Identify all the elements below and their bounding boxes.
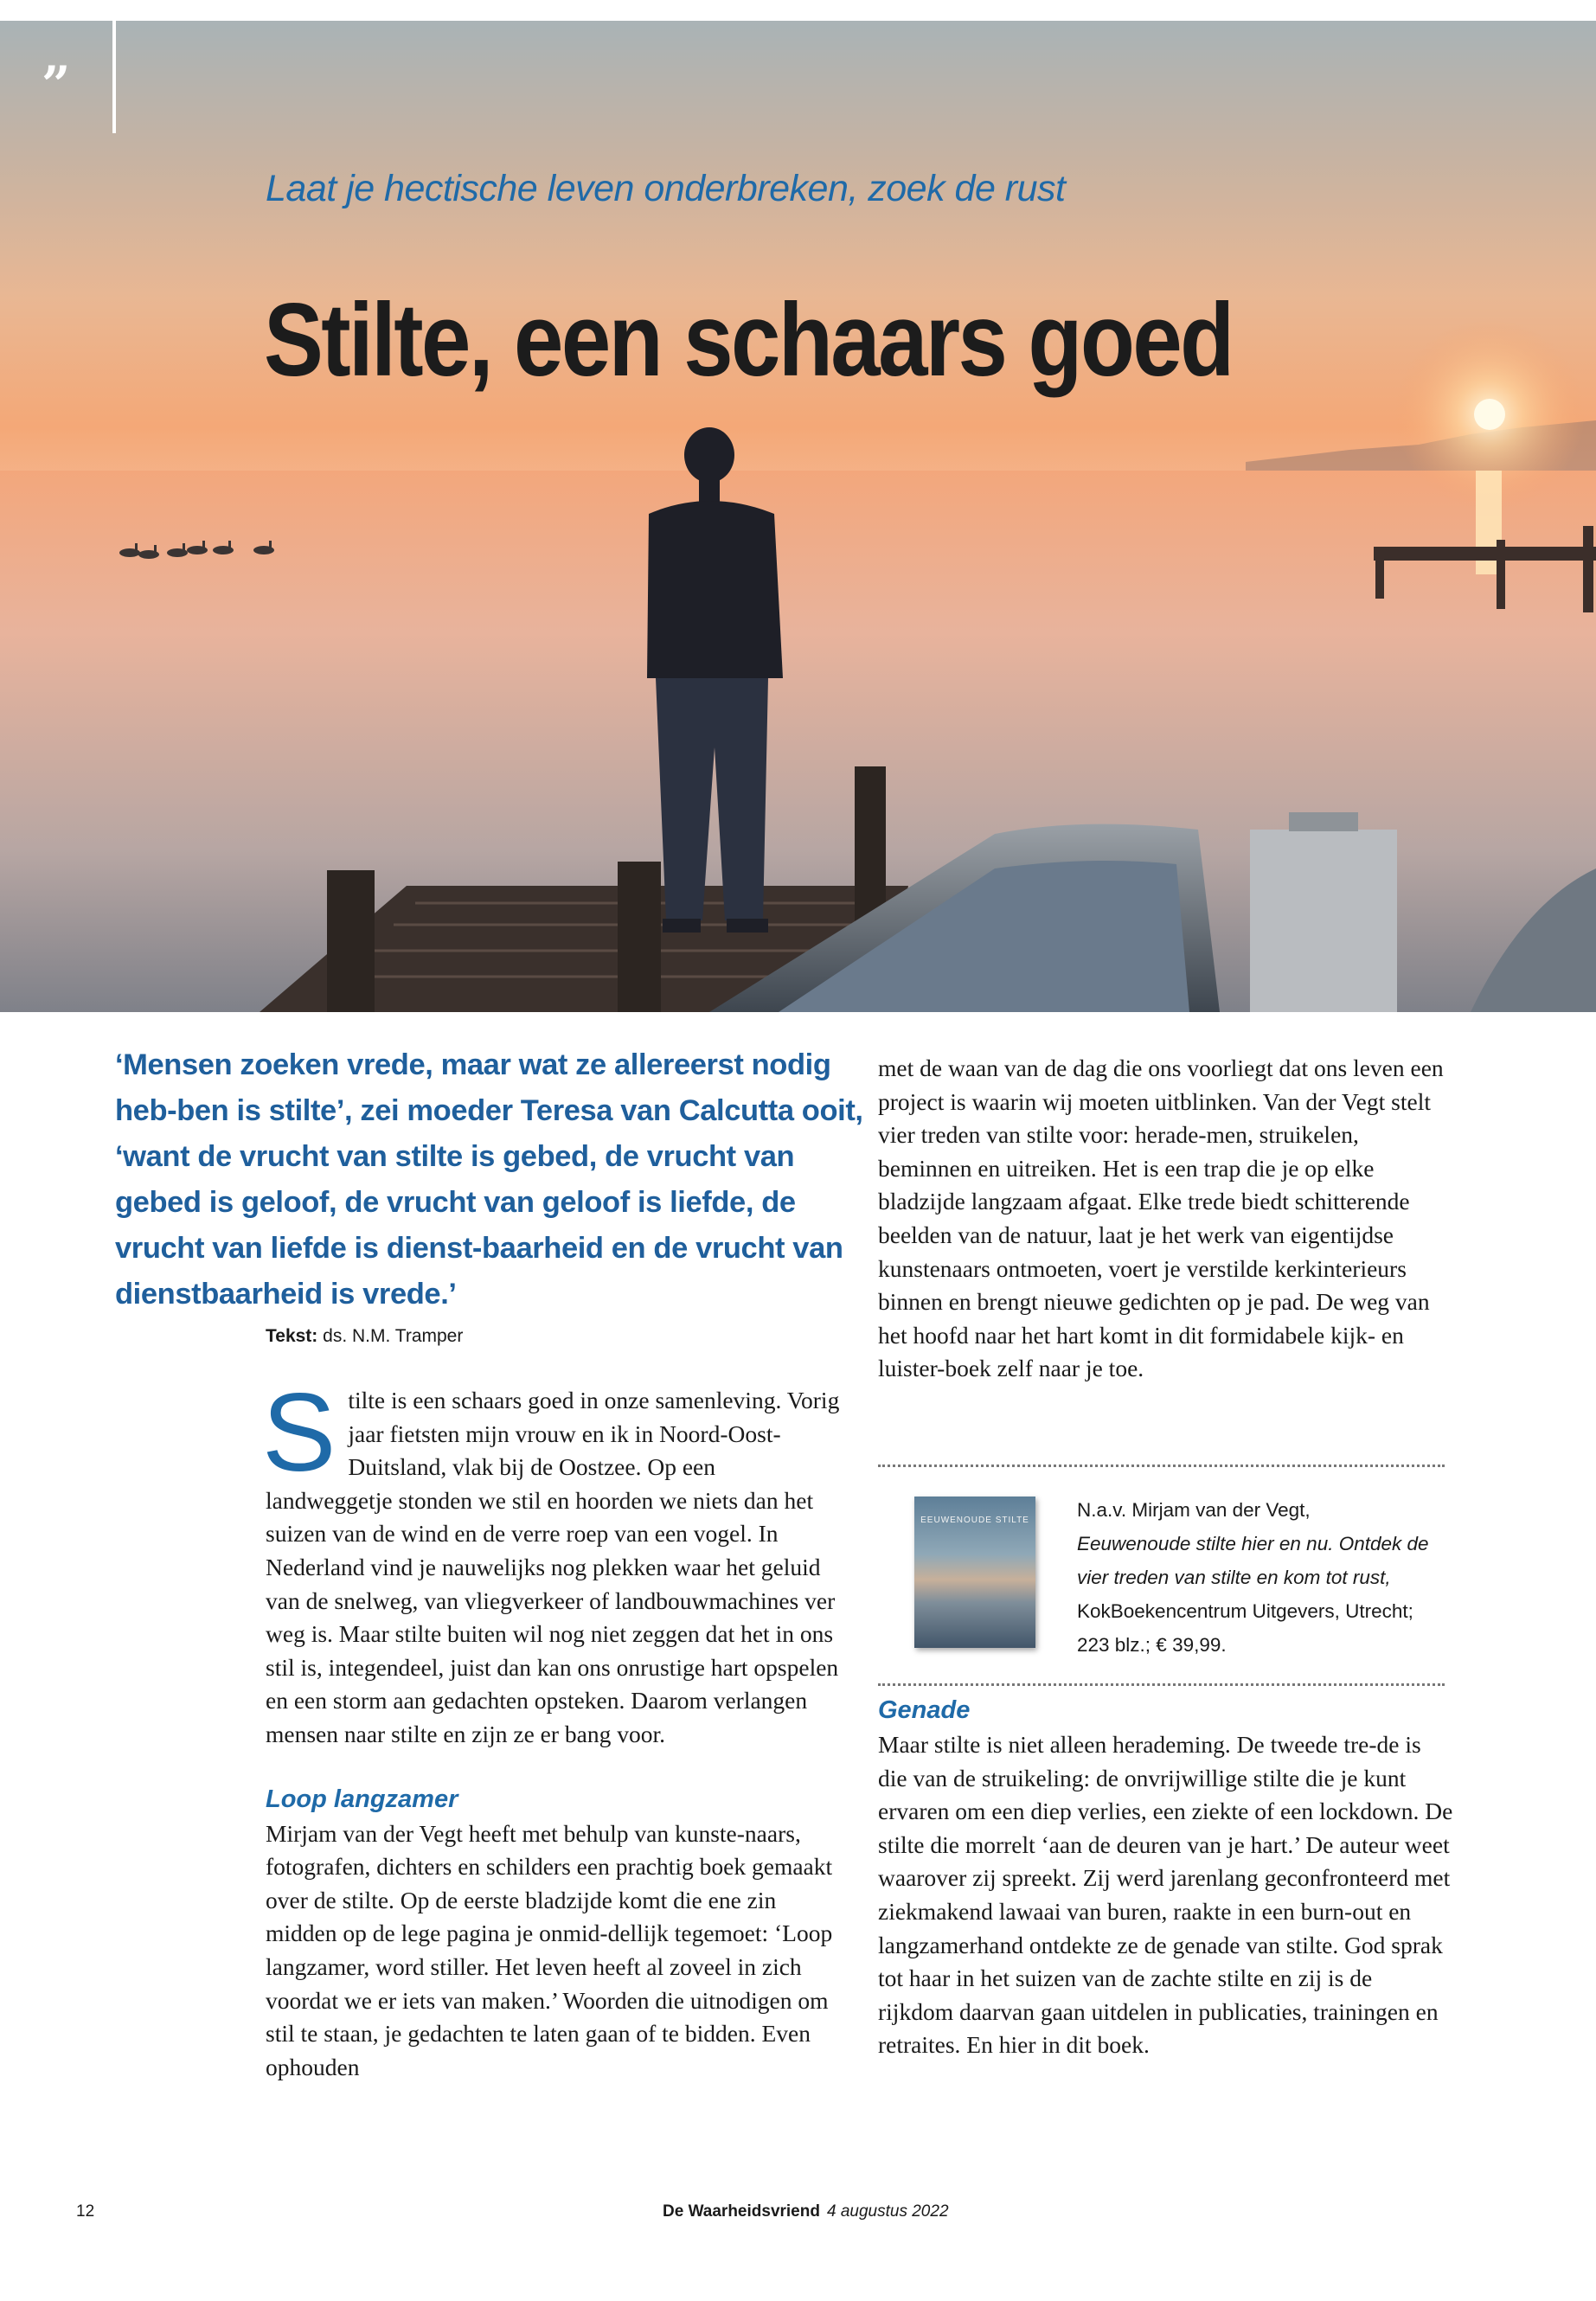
paragraph-3: met de waan van de dag die ons voorliegt dat ons leven een project is waarin wij moeten uitblinken. Van der Vegt stelt vier treden van stilte voor: herade-men, struikelen, beminnen en uitreiken. Het is een trap die je op elke bladzijde langzaam afgaat. Elke trede biedt schitterende beelden van de natuur, laat je het werk van eigentijdse kunstenaars ontmoeten, voert je verstilde kerkinterieurs binnen en brengt nieuwe gedichten op je pad. De weg van het hoofd naar het hart komt in dit formidabele kijk- en luister-boek zelf naar je toe. (878, 1054, 1444, 1382)
book-info-box (878, 1465, 1445, 1686)
paragraph-intro (262, 1371, 841, 1752)
right-jetty (1374, 547, 1596, 561)
body-column-right-lower (878, 1694, 1453, 2062)
book-cover-title: EEUWENOUDE STILTE (920, 1516, 1029, 1525)
page-number: 12 (76, 2202, 95, 2221)
body-column-right (878, 1052, 1453, 1386)
byline-label: Tekst: (266, 1326, 318, 1346)
book-author-line: N.a.v. Mirjam van der Vegt, (1077, 1499, 1311, 1521)
quote-divider (112, 21, 116, 133)
lead-quote: ‘Mensen zoeken vrede, maar wat ze allereerst nodig heb-ben is stilte’, zei moeder Teresa van Calcutta ooit, ‘want de vrucht van stilte is gebed, de vrucht van gebed is geloof, de vrucht van geloof is liefde, de vrucht van liefde is dienst-baarheid en de vrucht van dienstbaarheid is vrede.’ (115, 1048, 863, 1311)
paragraph-4: Maar stilte is niet alleen herademing. De tweede tre-de is die van de struikeling: de onvrijwillige stilte die je kunt ervaren om een diep verlies, een ziekte of een lockdown. De stilte die morrelt ‘aan de deuren van je hart.’ De auteur weet waarover zij spreekt. Zij werd jarenlang geconfronteerd met ziekmakend lawaai van buren, raakte in een burn-out en langzamerhand ontdekte ze de genade van stilte. God sprak tot haar in het suizen van de zachte stilte en zij is de rijkdom daarvan gaan uitdelen in publicaties, trainingen en retraites. En hier in dit boek. (878, 1731, 1453, 2059)
paragraph-intro-text: tilte is een schaars goed in onze samenleving. Vorig jaar fietsten mijn vrouw en ik in Noord-Oost-Duitsland, vlak bij de Oostzee. Op een landweggetje stonden we stil en hoorden we niets dan het suizen van de wind en de verre roep van een vogel. In Nederland vind je nauwelijks nog plekken waar het geluid van de snelweg, van vliegverkeer of landbouwmachines ver weg is. Maar stilte buiten wil nog niet zeggen dat het in ons stil is, integendeel, juist dan kan ons onrustige hart opspelen en een storm aan gedachten opsteken. Daarom verlangen mensen naar stilte en zijn ze er bang voor. (266, 1387, 840, 1747)
publication-date: 4 augustus 2022 (827, 2202, 949, 2221)
book-cover-image (914, 1497, 1035, 1648)
article-title: Stilte, een schaars goed (264, 282, 1233, 398)
subhead-genade: Genade (878, 1696, 971, 1724)
outboard-box (1250, 830, 1397, 1012)
book-publisher-line: KokBoekencentrum Uitgevers, Utrecht; 223 blz.; € 39,99. (1077, 1600, 1413, 1656)
hero-photo (0, 21, 1596, 1012)
book-title-line: Eeuwenoude stilte hier en nu. Ontdek de vier treden van stilte en kom tot rust, (1077, 1533, 1429, 1588)
quote-mark: ” (42, 55, 71, 114)
subhead-loop-langzamer: Loop langzamer (266, 1785, 458, 1813)
byline (266, 1326, 463, 1347)
article-kicker: Laat je hectische leven onderbreken, zoek de rust (266, 168, 1066, 209)
body-column-left (262, 1371, 841, 2084)
drop-cap: S (262, 1371, 337, 1495)
publication-name: De Waarheidsvriend (663, 2202, 820, 2221)
paragraph-2: Mirjam van der Vegt heeft met behulp van kunste-naars, fotografen, dichters en schilders een prachtig boek gemaakt over de stilte. Op de eerste bladzijde komt die ene zin midden op de lege pagina je onmid-dellijk tegemoet: ‘Loop langzamer, word stiller. Het leven heeft al zoveel in zich voordat we er iets van maken.’ Woorden die uitnodigen om stil te staan, je gedachten te laten gaan of te bidden. Even ophouden (266, 1819, 833, 2080)
book-details (1077, 1493, 1440, 1662)
byline-author: ds. N.M. Tramper (323, 1326, 464, 1346)
sun (1474, 399, 1505, 430)
